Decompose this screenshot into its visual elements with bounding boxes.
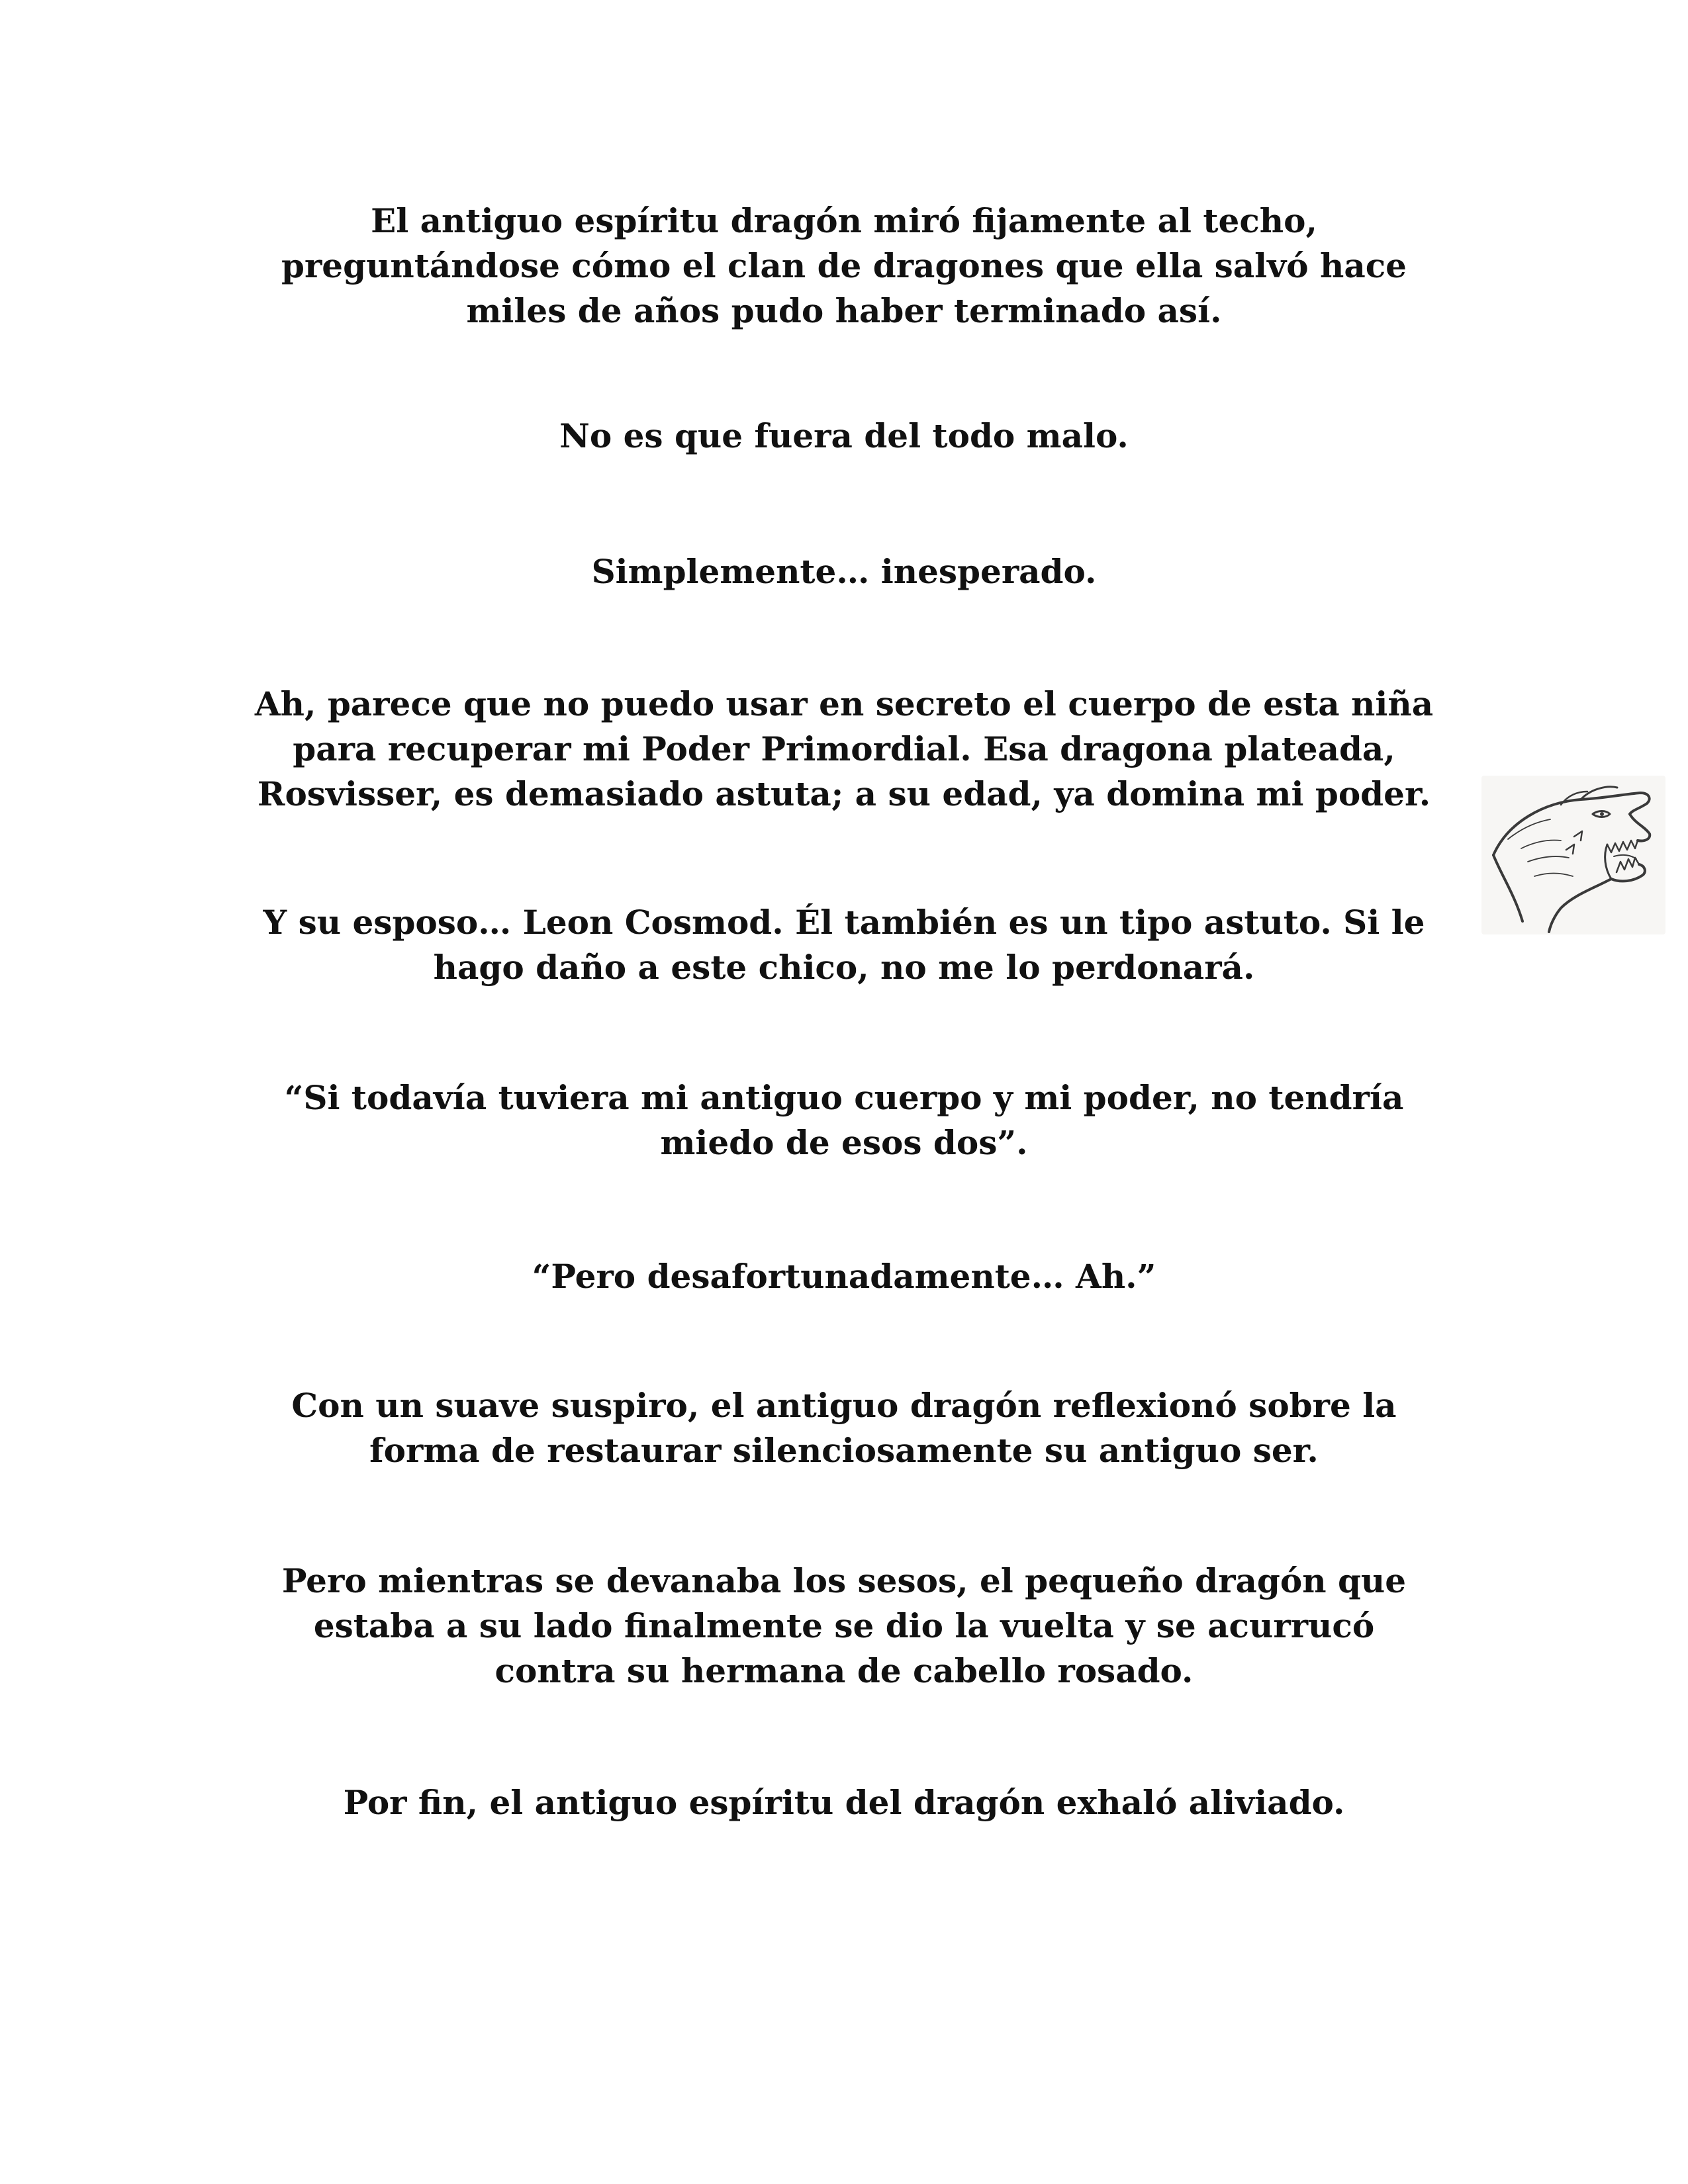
paragraph-line: contra su hermana de cabello rosado.: [494, 1651, 1194, 1690]
dragon-head-sketch-icon: [1481, 776, 1665, 934]
paragraph-2: [199, 414, 1489, 459]
paragraph-1: [199, 199, 1489, 334]
paragraph-line: Con un suave suspiro, el antiguo dragón reflexionó sobre la: [291, 1386, 1397, 1425]
paragraph-line: miles de años pudo haber terminado así.: [466, 291, 1222, 330]
paragraph-9: [199, 1559, 1489, 1694]
paragraph-line: Por fin, el antiguo espíritu del dragón exhaló aliviado.: [343, 1783, 1345, 1822]
paragraph-line: hago daño a este chico, no me lo perdonará.: [433, 948, 1255, 987]
paragraph-line: para recuperar mi Poder Primordial. Esa dragona plateada,: [293, 729, 1395, 768]
paragraph-line: preguntándose cómo el clan de dragones que ella salvó hace: [281, 246, 1407, 285]
paragraph-4: [199, 682, 1489, 817]
paragraph-line: Rosvisser, es demasiado astuta; a su edad, ya domina mi poder.: [257, 774, 1431, 813]
paragraph-line: Y su esposo… Leon Cosmod. Él también es un tipo astuto. Si le: [263, 903, 1425, 942]
paragraph-10: [199, 1780, 1489, 1825]
paragraph-3: [199, 549, 1489, 594]
paragraph-line: Pero mientras se devanaba los sesos, el pequeño dragón que: [281, 1561, 1407, 1600]
paragraph-line: Ah, parece que no puedo usar en secreto el cuerpo de esta niña: [254, 684, 1434, 723]
paragraph-line: No es que fuera del todo malo.: [559, 416, 1129, 455]
paragraph-8: [199, 1383, 1489, 1473]
paragraph-line: miedo de esos dos”.: [660, 1123, 1028, 1162]
paragraph-line: forma de restaurar silenciosamente su antiguo ser.: [369, 1431, 1319, 1470]
paragraph-line: “Si todavía tuviera mi antiguo cuerpo y mi poder, no tendría: [284, 1078, 1404, 1117]
paragraph-5: [199, 900, 1489, 990]
paragraph-7: [199, 1254, 1489, 1299]
paragraph-line: El antiguo espíritu dragón miró fijamente al techo,: [371, 201, 1317, 240]
paragraph-line: estaba a su lado finalmente se dio la vuelta y se acurrucó: [313, 1606, 1375, 1645]
paragraph-line: “Pero desafortunadamente… Ah.”: [532, 1257, 1156, 1296]
paragraph-6: [199, 1075, 1489, 1165]
paragraph-line: Simplemente… inesperado.: [591, 552, 1097, 591]
